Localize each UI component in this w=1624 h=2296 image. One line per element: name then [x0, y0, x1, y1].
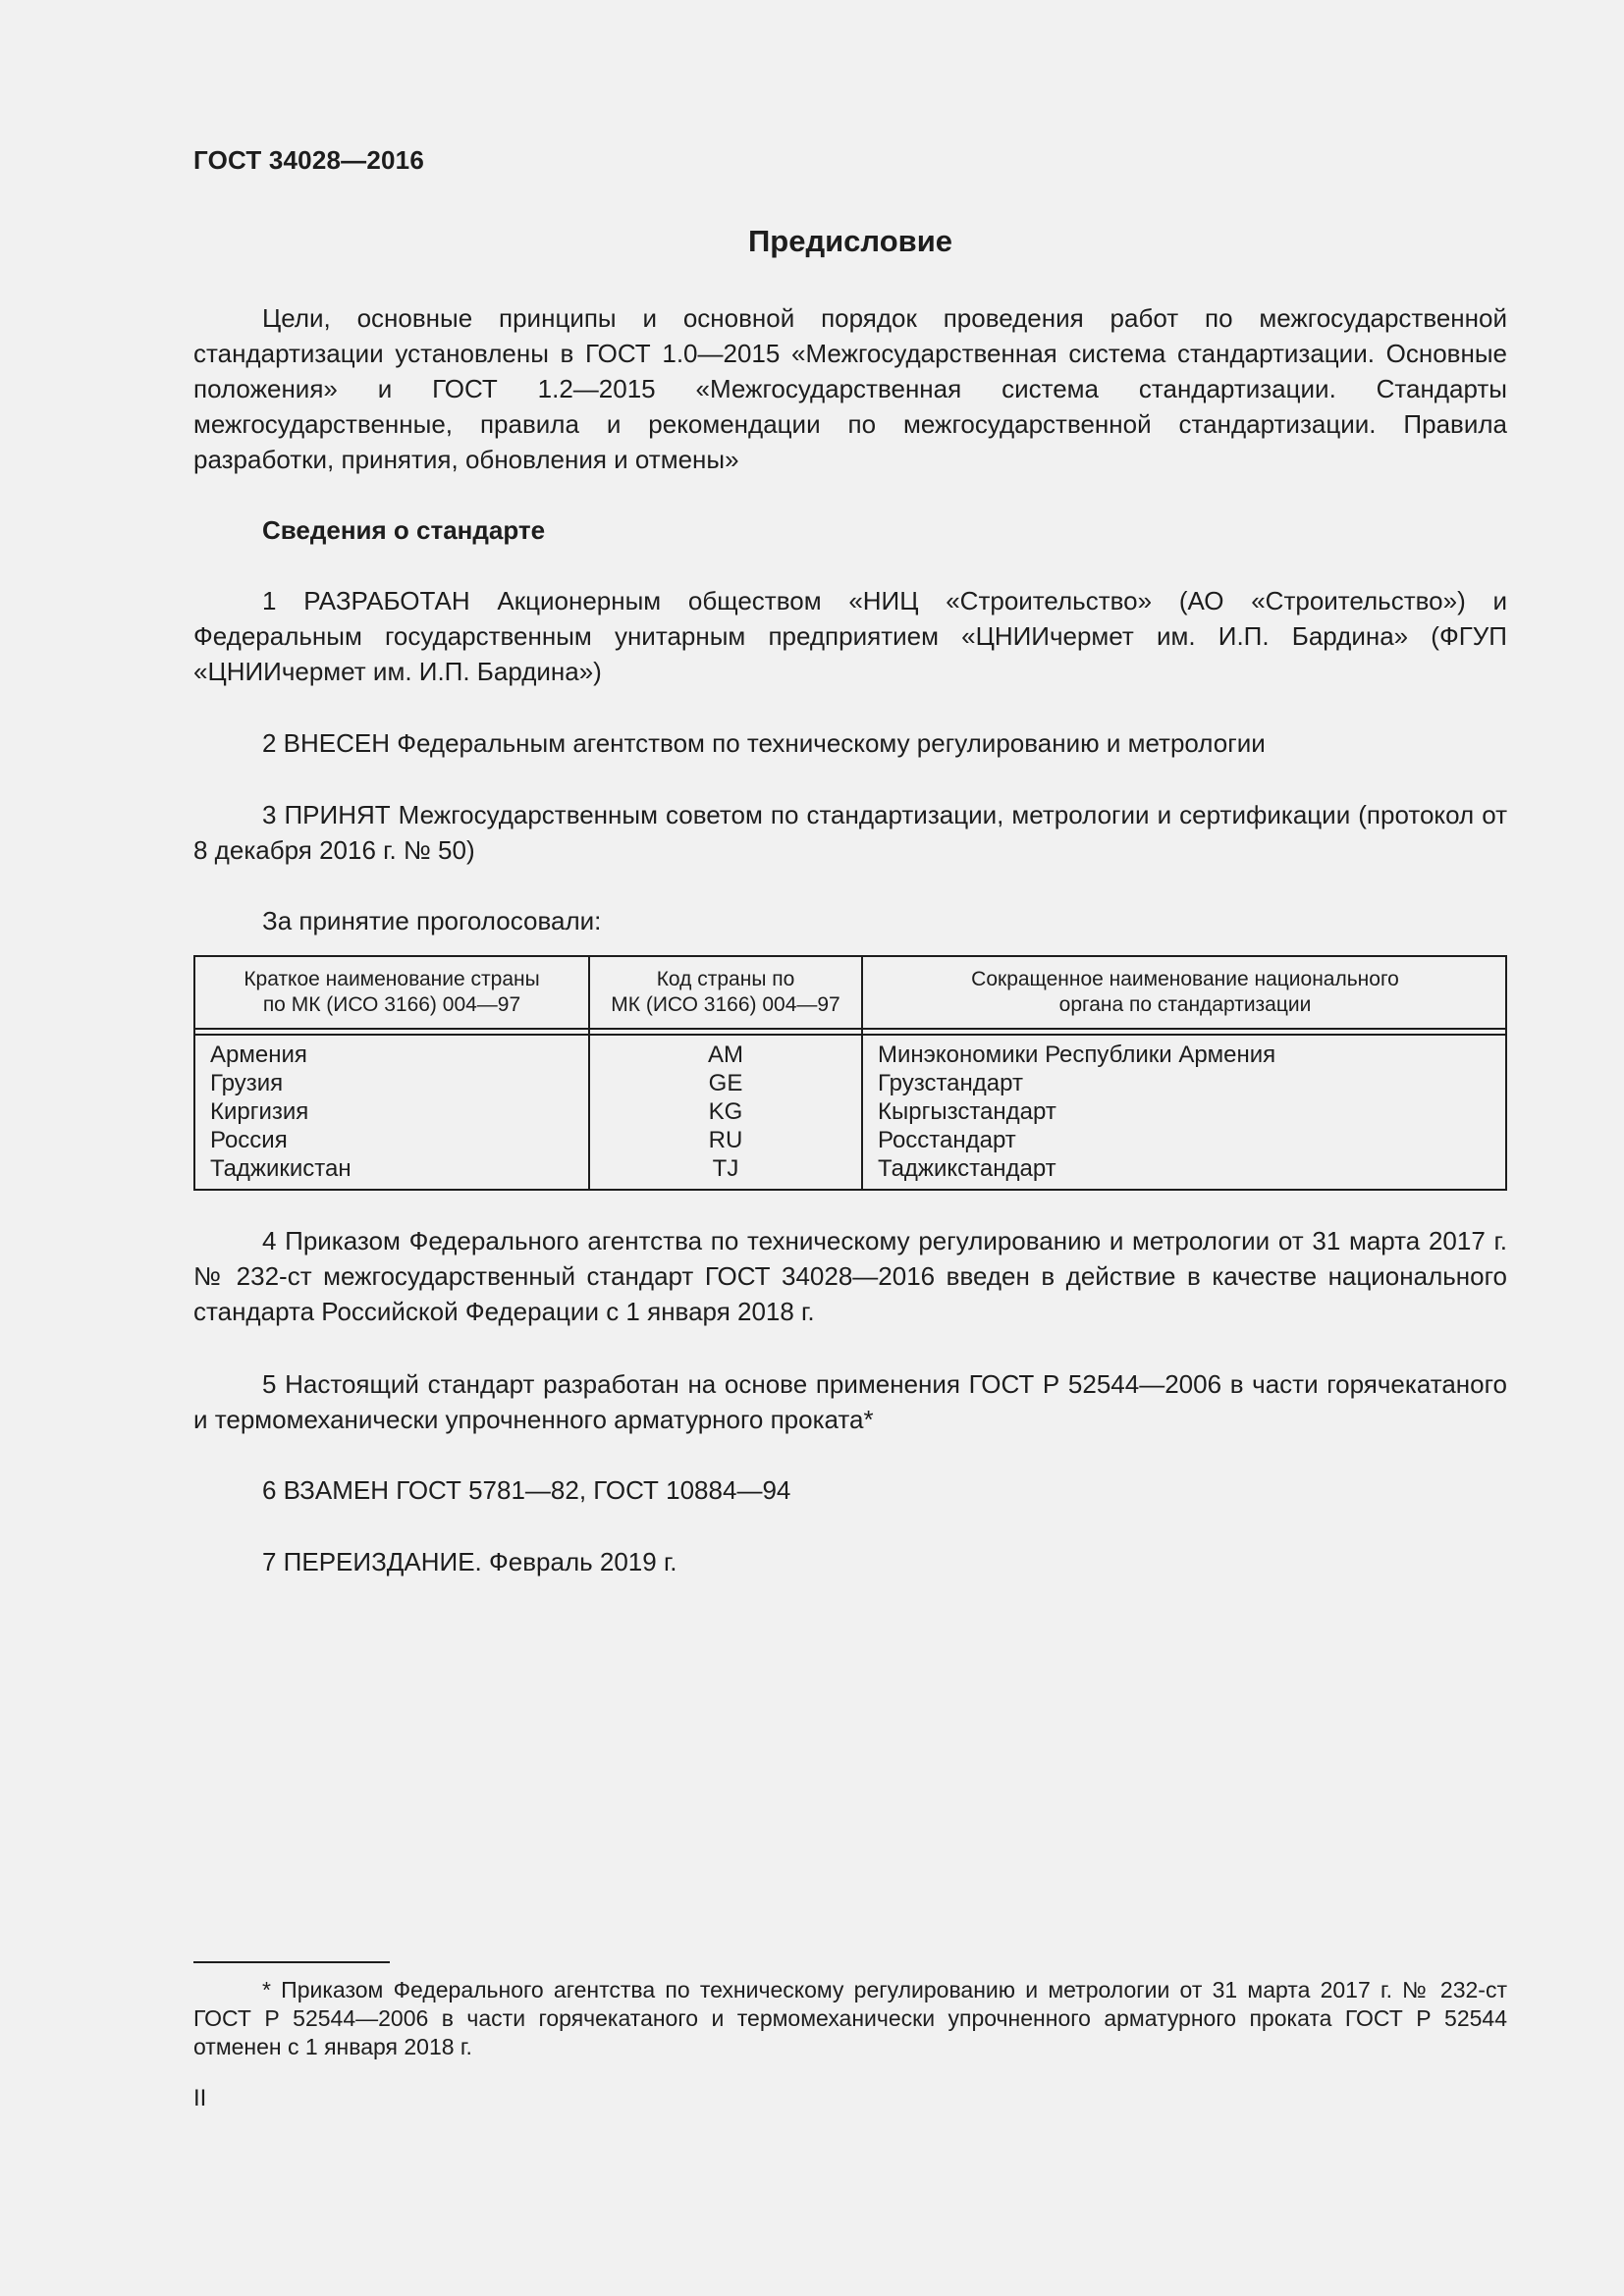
- table-cell: Грузстандарт: [878, 1070, 1023, 1096]
- table-header-country: Краткое наименование страны по МК (ИСО 3166) 004—97: [244, 968, 540, 1016]
- item-4-order: 4 Приказом Федерального агентства по техническому регулированию и метрологии от 31 марта 2017 г. № 232-ст межгосударственный стандарт ГОСТ 34028—2016 введен в действие в качестве национального стандарта Российской Федерации с 1 января 2018 г.: [193, 1226, 1507, 1326]
- table-divider: [195, 1028, 1505, 1030]
- table-cell: Росстандарт: [878, 1127, 1016, 1153]
- voting-table: [193, 955, 1507, 1191]
- intro-paragraph: Цели, основные принципы и основной порядок проведения работ по межгосударственной стандартизации установлены в ГОСТ 1.0—2015 «Межгосударственная система стандартизации. Основные положения» и ГОСТ 1.2—2015 «Межгосударственная система стандартизации. Стандарты межгосударственные, правила и рекомендации по межгосударственной стандартизации. Правила разработки, принятия, обновления и отмены»: [193, 303, 1507, 474]
- item-1-developed: 1 РАЗРАБОТАН Акционерным обществом «НИЦ «Строительство» (АО «Строительство») и Федеральным государственным унитарным предприятием «ЦНИИчермет им. И.П. Бардина» (ФГУП «ЦНИИчермет им. И.П. Бардина»): [193, 586, 1507, 686]
- page-number: II: [193, 2085, 207, 2111]
- footnote: * Приказом Федерального агентства по техническому регулированию и метрологии от 31 марта 2017 г. № 232-ст ГОСТ Р 52544—2006 в части горячекатаного и термомеханически упрочненного арматурного проката ГОСТ Р 52544 отменен с 1 января 2018 г.: [193, 1977, 1507, 2059]
- item-7-reissue: 7 ПЕРЕИЗДАНИЕ. Февраль 2019 г.: [262, 1547, 677, 1576]
- table-cell: AM: [708, 1041, 743, 1068]
- table-cell: Таджикистан: [210, 1155, 352, 1182]
- document-page: [193, 0, 1507, 2296]
- table-cell: KG: [708, 1098, 743, 1125]
- table-cell: Минэкономики Республики Армения: [878, 1041, 1276, 1068]
- table-column-code: [590, 1041, 861, 1183]
- item-2-submitted: 2 ВНЕСЕН Федеральным агентством по техническому регулированию и метрологии: [262, 728, 1266, 758]
- table-cell: Киргизия: [210, 1098, 309, 1125]
- item-3-adopted: 3 ПРИНЯТ Межгосударственным советом по стандартизации, метрологии и сертификации (протокол от 8 декабря 2016 г. № 50): [193, 800, 1507, 865]
- table-cell: Россия: [210, 1127, 288, 1153]
- table-column-country: [210, 1041, 352, 1183]
- page-title: Предисловие: [747, 224, 952, 258]
- table-cell: TJ: [712, 1155, 739, 1182]
- document-code: ГОСТ 34028—2016: [193, 145, 424, 175]
- voted-label: За принятие проголосовали:: [262, 906, 602, 935]
- table-cell: Таджикстандарт: [878, 1155, 1056, 1182]
- table-header-code: Код страны по МК (ИСО 3166) 004—97: [611, 968, 840, 1016]
- item-5-basis: 5 Настоящий стандарт разработан на основе применения ГОСТ Р 52544—2006 в части горячекатаного и термомеханически упрочненного арматурного проката*: [193, 1369, 1507, 1434]
- table-cell: Грузия: [210, 1070, 284, 1096]
- table-cell: RU: [708, 1127, 743, 1153]
- table-column-body: [878, 1041, 1275, 1183]
- footnote-separator: [193, 1961, 390, 1963]
- item-6-replaces: 6 ВЗАМЕН ГОСТ 5781—82, ГОСТ 10884—94: [262, 1475, 791, 1505]
- table-cell: Армения: [210, 1041, 307, 1068]
- table-divider: [195, 1034, 1505, 1036]
- table-cell: Кыргызстандарт: [878, 1098, 1056, 1125]
- table-cell: GE: [708, 1070, 743, 1096]
- section-heading: Сведения о стандарте: [262, 515, 546, 545]
- table-header-body: Сокращенное наименование национального органа по стандартизации: [971, 968, 1399, 1016]
